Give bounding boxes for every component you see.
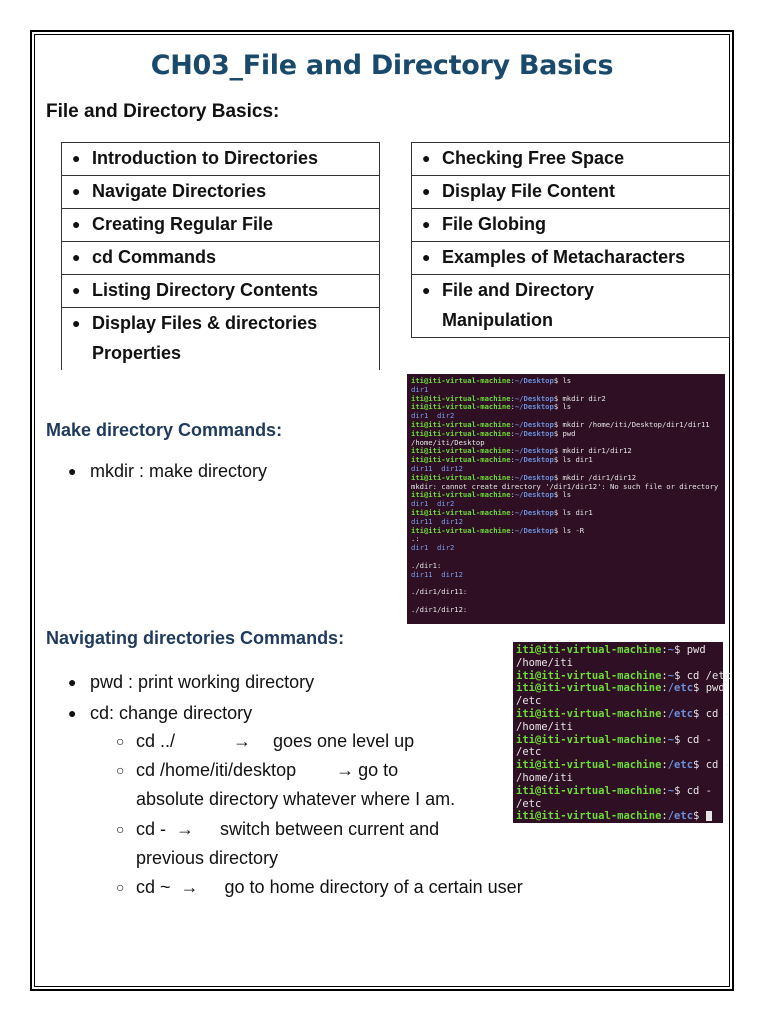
terminal-line: iti@iti-virtual-machine:~/Desktop$ ls [411,490,572,500]
cd-sub-desc-cont: previous directory [136,848,279,868]
circle-bullet-icon: ○ [116,762,125,778]
cd-sub-desc-cont: absolute directory whatever where I am. [136,789,456,809]
terminal-line: iti@iti-virtual-machine:~/Desktop$ ls [411,402,572,412]
terminal-line: ./dir1/dir11: [411,587,468,597]
cd-terminal-screenshot [513,642,731,823]
terminal-line: /home/iti [516,656,573,669]
terminal-line: iti@iti-virtual-machine:/etc$ pwd [516,682,725,695]
topic-row [62,308,380,371]
topic-label: cd Commands [92,247,217,267]
topic-row [62,143,380,176]
terminal-line: iti@iti-virtual-machine:~/Desktop$ pwd [411,428,576,438]
nav-section-heading: Navigating directories Commands: [46,628,345,648]
cd-sub-desc: go to [358,760,399,780]
terminal-line: dir11 dir12 [411,569,463,579]
topic-label: Examples of Metacharacters [442,247,686,267]
cd-bullet [68,700,253,726]
cd-sub-cmd: cd - [136,819,167,839]
right-arrow-icon: → [176,819,195,839]
terminal-line: iti@iti-virtual-machine:/etc$ cd - [516,707,731,720]
terminal-line: mkdir: cannot create directory '/dir1/dir12': No such file or directory [411,481,719,491]
terminal-line: ./dir1: [411,560,442,570]
bullet-icon: ● [72,315,81,331]
bullet-icon: ● [422,183,431,199]
terminal-line: iti@iti-virtual-machine:~/Desktop$ mkdir dir1/dir12 [411,446,632,456]
bullet-icon: ● [72,150,81,166]
mkdir-bullet [68,458,268,484]
topics-table-right [411,142,730,338]
terminal-line: dir1 [411,384,429,394]
topic-row [412,143,730,176]
terminal-line: iti@iti-virtual-machine:~/Desktop$ mkdir /dir1/dir12 [411,472,637,482]
bullet-icon: ● [422,216,431,232]
terminal-line: iti@iti-virtual-machine:~/Desktop$ ls dir1 [411,455,593,465]
mkdir-terminal-screenshot [407,374,725,624]
cd-bullet-text: cd: change directory [90,703,253,723]
topic-row [412,275,730,338]
terminal-line: dir1 dir2 [411,543,455,553]
topic-label: File Globing [442,214,546,234]
bullet-icon: ● [72,183,81,199]
terminal-cursor [706,811,712,821]
cd-sub-cmd: cd ../ [136,731,176,751]
topic-label: Listing Directory Contents [92,280,319,300]
topic-row [412,209,730,242]
pwd-bullet-text: pwd : print working directory [90,672,315,692]
cd-sub-item [116,815,516,873]
cd-sub-desc: go to home directory of a certain user [224,877,523,897]
cd-sub-desc: switch between current and [220,819,440,839]
terminal-line: /home/iti [516,771,573,784]
terminal-line: /etc [516,695,542,708]
page-subheading: File and Directory Basics: [46,101,280,122]
terminal-line: /home/iti/Desktop [411,437,485,447]
topic-label: Display Files & directories Properties [92,313,318,363]
right-arrow-icon: → [233,731,252,751]
topic-label: Checking Free Space [442,148,625,168]
terminal-line: iti@iti-virtual-machine:~$ cd - [516,733,713,746]
terminal-line: iti@iti-virtual-machine:/etc$ [516,810,720,823]
terminal-line: iti@iti-virtual-machine:~/Desktop$ mkdir /home/iti/Desktop/dir1/dir11 [411,419,710,429]
topic-label: Navigate Directories [92,181,267,201]
terminal-line: dir1 dir2 [411,499,455,509]
terminal-line: /home/iti [516,720,573,733]
right-arrow-icon: → [180,877,199,897]
bullet-icon: ● [422,282,431,298]
cd-sub-item [116,756,516,814]
mkdir-section-heading: Make directory Commands: [46,420,283,440]
terminal-line: iti@iti-virtual-machine:/etc$ cd - [516,759,731,772]
topic-label: Introduction to Directories [92,148,319,168]
terminal-line: iti@iti-virtual-machine:~/Desktop$ ls [411,376,572,385]
bullet-icon: ● [68,674,77,690]
page-title: CH03_File and Directory Basics [150,50,614,81]
terminal-line: iti@iti-virtual-machine:~/Desktop$ mkdir dir2 [411,393,606,403]
cd-sub-desc: goes one level up [273,731,415,751]
cd-sub-cmd: cd ~ [136,877,171,897]
terminal-line: iti@iti-virtual-machine:~$ cd - [516,784,713,797]
circle-bullet-icon: ○ [116,879,125,895]
terminal-line: .: [411,534,420,544]
bullet-icon: ● [422,249,431,265]
circle-bullet-icon: ○ [116,821,125,837]
terminal-line: dir11 dir12 [411,516,463,526]
topics-table-left [61,142,380,370]
terminal-line [411,553,721,562]
bullet-icon: ● [72,282,81,298]
cd-sub-item [116,727,415,756]
terminal-line: /etc [516,797,542,810]
bullet-icon: ● [68,463,77,479]
pwd-bullet [68,669,315,695]
terminal-line: ./dir1/dir12: [411,604,468,614]
bullet-icon: ● [422,150,431,166]
topic-row [62,275,380,308]
topic-label: Display File Content [442,181,616,201]
terminal-line: /etc [516,746,542,759]
topic-row [62,176,380,209]
bullet-icon: ● [72,249,81,265]
terminal-line: dir11 dir12 [411,463,463,473]
cd-sub-item [116,873,523,902]
topic-row [62,242,380,275]
circle-bullet-icon: ○ [116,733,125,749]
cd-sub-cmd: cd /home/iti/desktop [136,760,297,780]
topic-row [62,209,380,242]
terminal-line: iti@iti-virtual-machine:~$ cd /etc [516,669,731,682]
terminal-line: iti@iti-virtual-machine:~$ pwd [516,644,706,656]
bullet-icon: ● [68,705,77,721]
terminal-line: iti@iti-virtual-machine:~/Desktop$ ls dir1 [411,507,593,517]
terminal-line: dir1 dir2 [411,411,455,421]
right-arrow-icon: → [336,760,355,780]
topic-row [412,176,730,209]
topic-label: Creating Regular File [92,214,274,234]
terminal-line: iti@iti-virtual-machine:~/Desktop$ ls -R [411,525,585,535]
topic-label: File and Directory Manipulation [442,280,595,330]
mkdir-bullet-text: mkdir : make directory [90,461,268,481]
bullet-icon: ● [72,216,81,232]
topic-row [412,242,730,275]
